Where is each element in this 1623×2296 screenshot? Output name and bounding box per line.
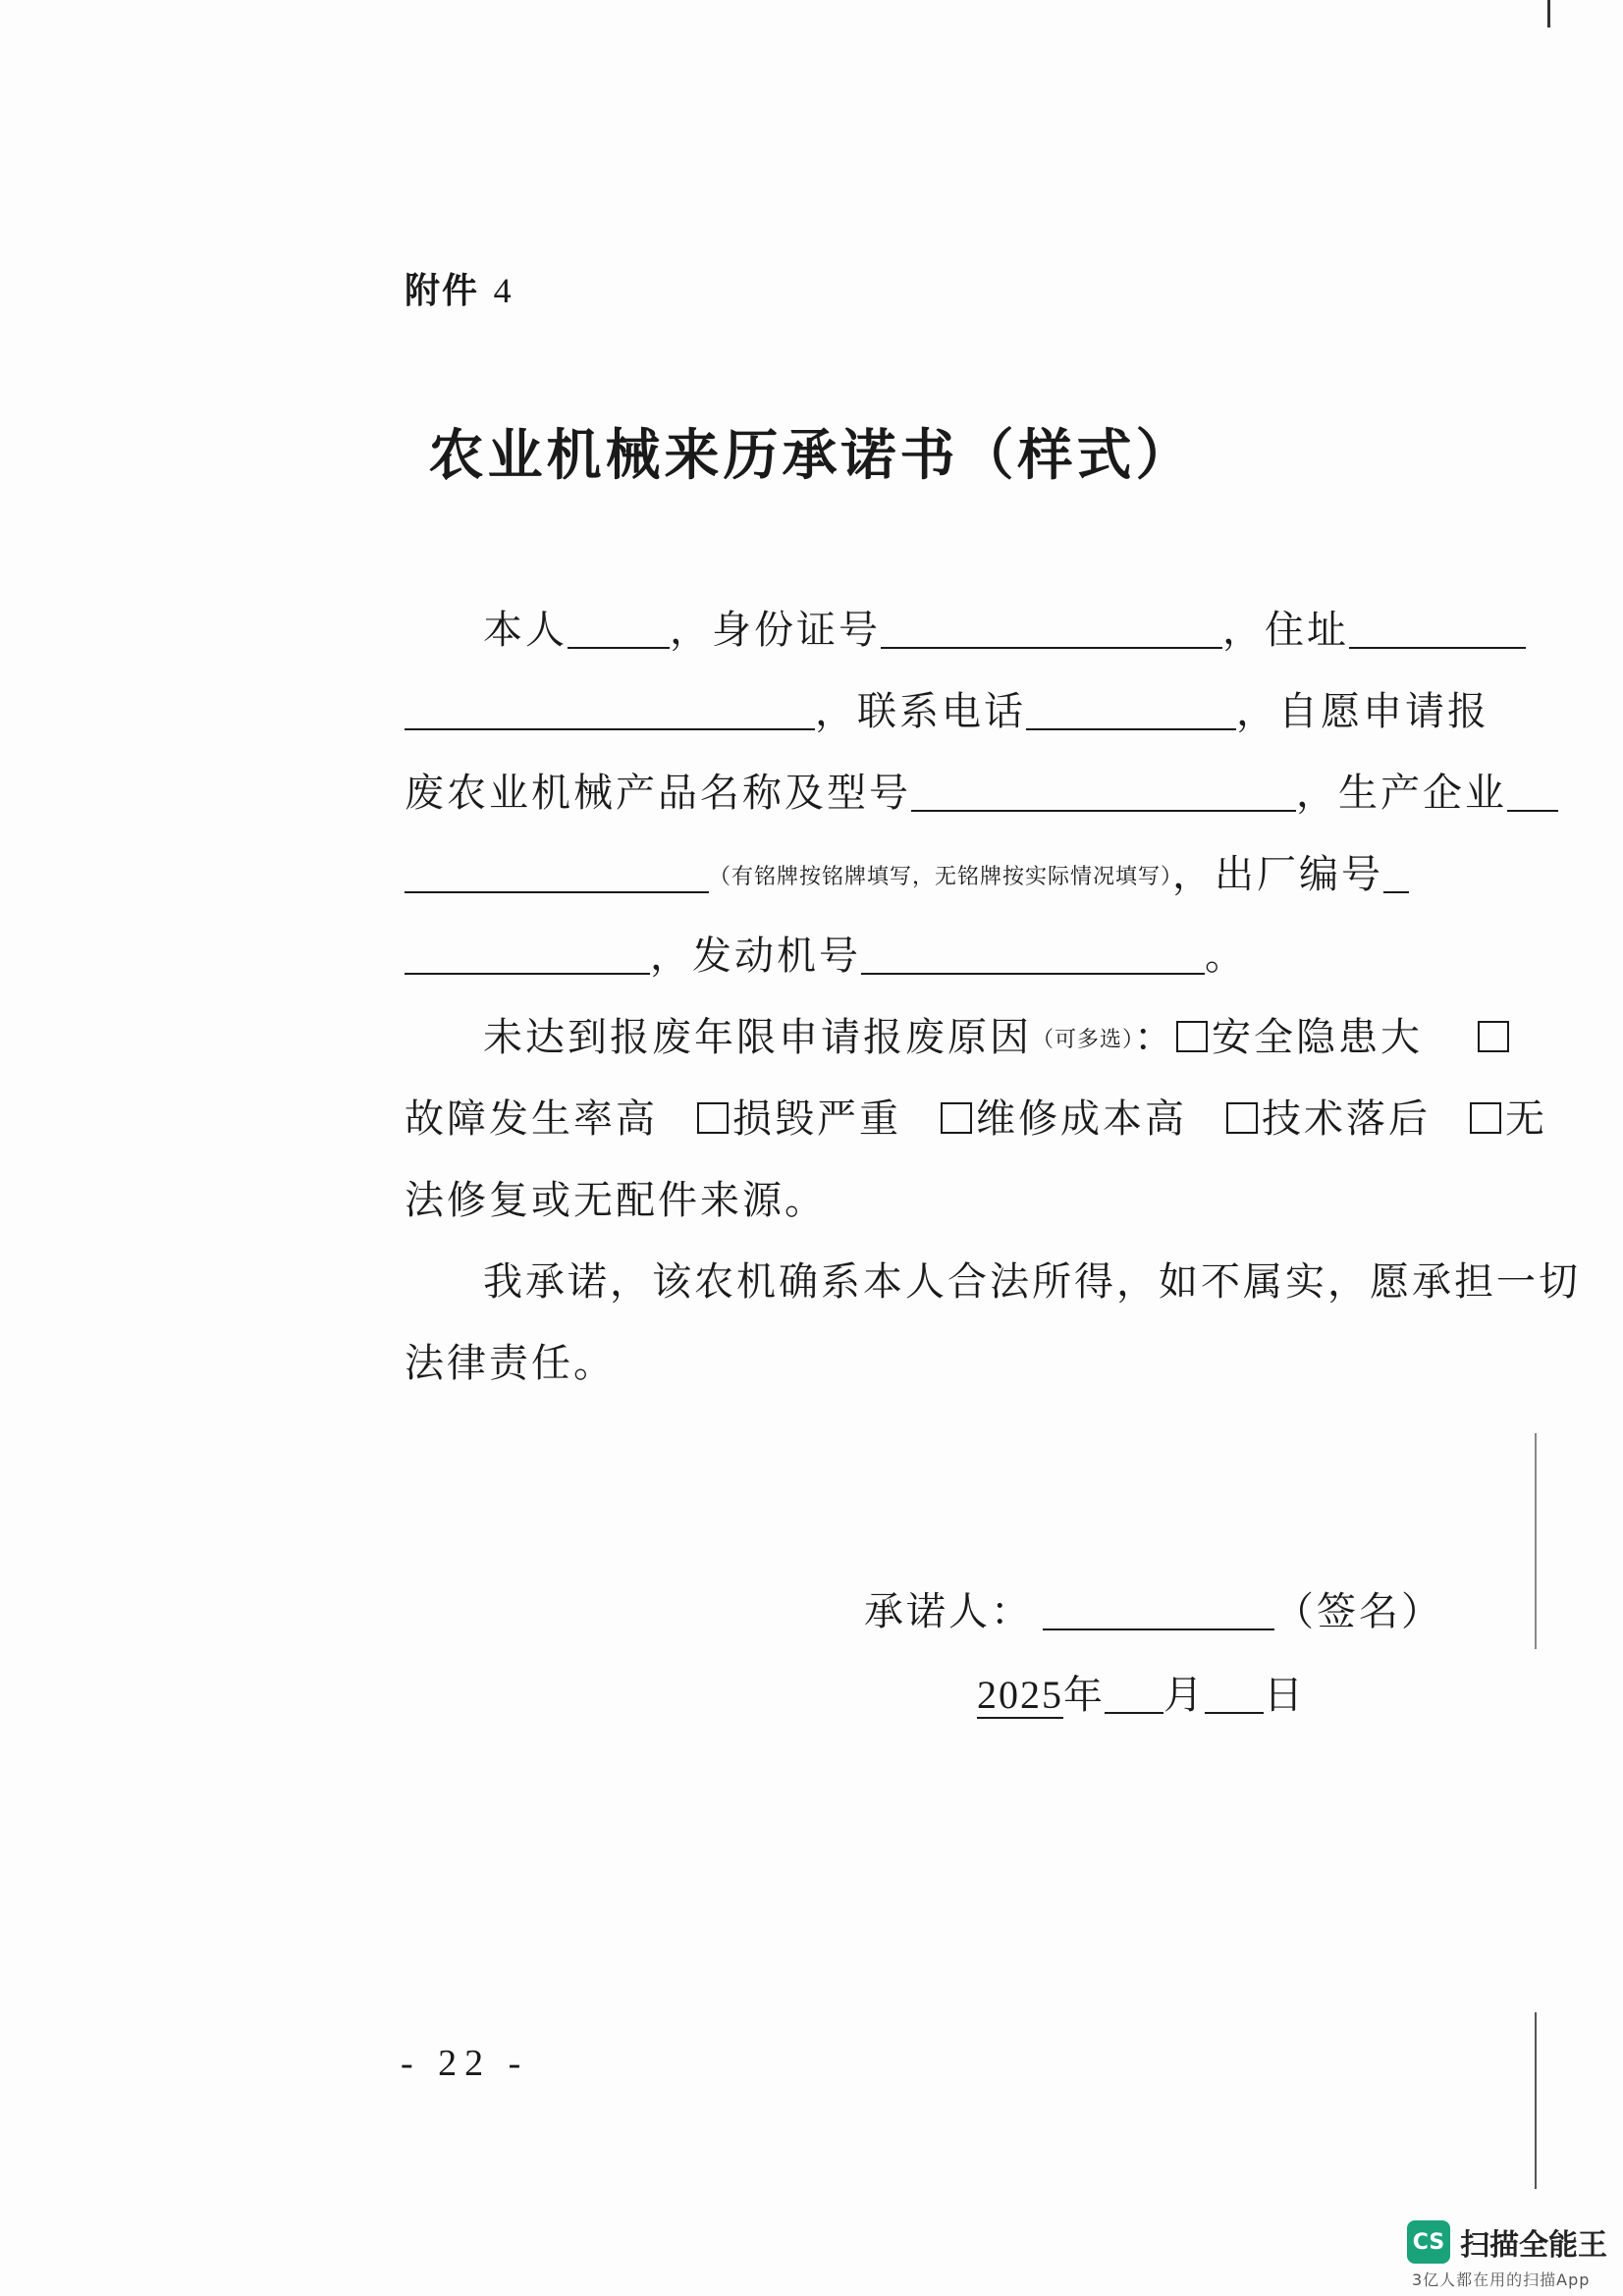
checkbox-unrepairable[interactable]: [1470, 1102, 1501, 1134]
promise-line-1: 我承诺，该农机确系本人合法所得，如不属实，愿承担一切: [483, 1259, 1581, 1305]
promise-line-2: 法律责任。: [405, 1341, 616, 1386]
id-number-blank[interactable]: [881, 608, 1222, 649]
checkbox-outdated-tech[interactable]: [1226, 1102, 1258, 1134]
scan-edge-top: [1547, 0, 1550, 27]
month-blank[interactable]: [1105, 1673, 1163, 1714]
serial-number-blank-1[interactable]: [1383, 852, 1409, 893]
body-line-3: 废农业机械产品名称及型号 ，生产企业: [405, 762, 1485, 818]
address-blank-1[interactable]: [1349, 608, 1526, 649]
scanner-tagline: 3亿人都在用的扫描App: [1412, 2270, 1591, 2289]
checkbox-safety-hazard[interactable]: [1176, 1021, 1208, 1052]
page-title: 农业机械来历承诺书（样式）: [428, 424, 1195, 488]
page-number: - 22 -: [401, 2043, 529, 2084]
reason-line-3: 法修复或无配件来源。: [405, 1178, 827, 1223]
name-blank[interactable]: [568, 608, 670, 649]
checkbox-severe-damage[interactable]: [697, 1102, 729, 1134]
date-line: 2025年 月 日: [977, 1673, 1305, 1718]
reason-line-2: 故障发生率高 损毁严重 维修成本高 技术落后 无: [405, 1096, 1547, 1142]
serial-number-blank-2[interactable]: [405, 934, 650, 975]
scan-edge-bottom: [1535, 2012, 1537, 2189]
phone-blank[interactable]: [1026, 689, 1236, 730]
checkbox-high-repair-cost[interactable]: [941, 1102, 972, 1134]
body-line-5: ，发动机号 。: [405, 925, 1485, 981]
signature-blank[interactable]: [1043, 1589, 1274, 1630]
signature-line: 承诺人： （签名）: [864, 1589, 1443, 1634]
body-line-2: ，联系电话 ，自愿申请报: [405, 680, 1485, 736]
manufacturer-blank-1[interactable]: [1507, 771, 1558, 812]
product-name-blank[interactable]: [911, 771, 1296, 812]
engine-number-blank[interactable]: [861, 934, 1205, 975]
attachment-label: 附件 4: [405, 271, 514, 311]
body-line-4: （有铭牌按铭牌填写，无铭牌按实际情况填写），出厂编号: [405, 843, 1485, 899]
day-blank[interactable]: [1205, 1673, 1264, 1714]
manufacturer-blank-2[interactable]: [405, 852, 709, 893]
scanner-watermark: CS 扫描全能王: [1407, 2220, 1607, 2264]
reason-line-1: 未达到报废年限申请报废原因（可多选）： 安全隐患大: [483, 1006, 1563, 1062]
checkbox-high-failure-rate[interactable]: [1478, 1021, 1509, 1052]
address-blank-2[interactable]: [405, 689, 815, 730]
scan-edge-mid: [1535, 1433, 1537, 1649]
body-line-1: 本人 ，身份证号 ，住址: [483, 599, 1563, 655]
camscanner-logo-icon: CS: [1407, 2220, 1450, 2264]
